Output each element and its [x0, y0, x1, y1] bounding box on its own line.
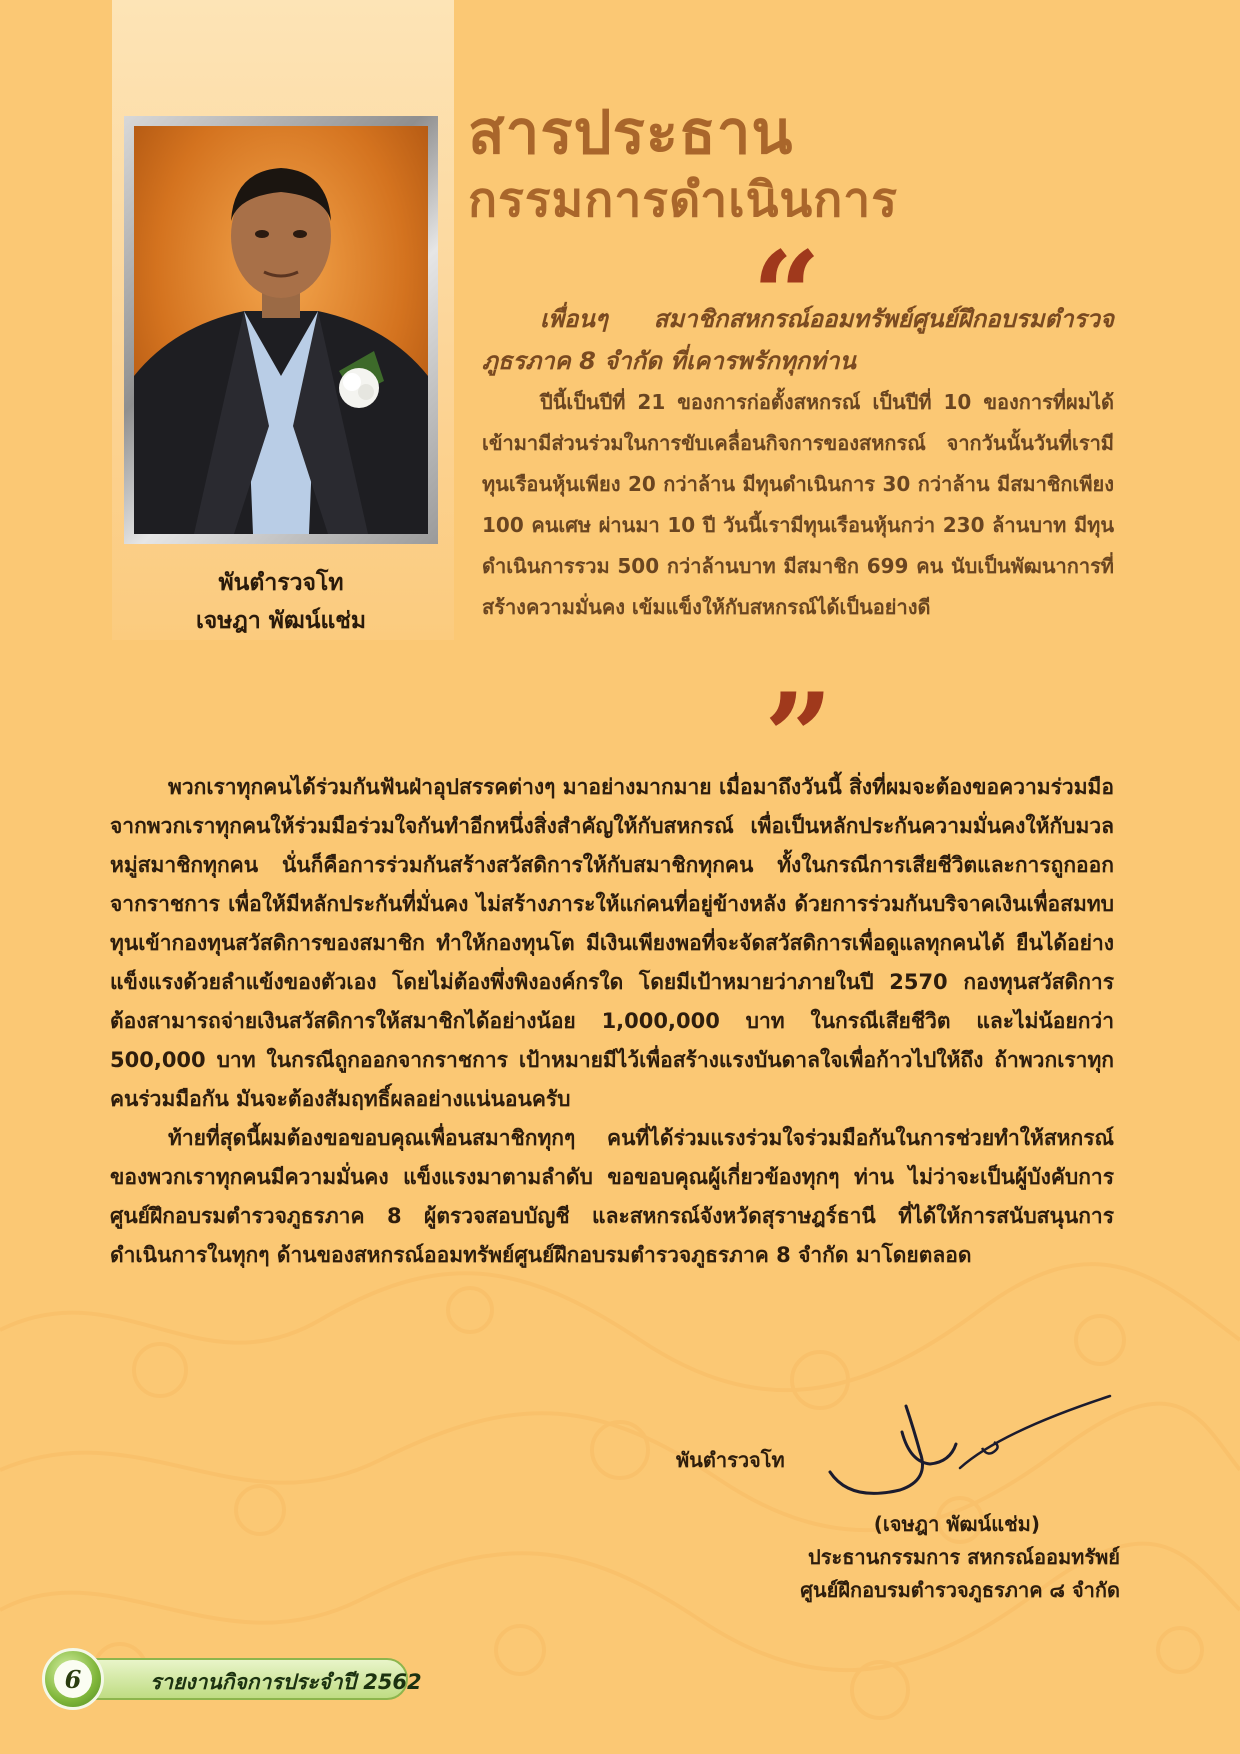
page-number: 6: [54, 1660, 92, 1698]
report-title: รายงานกิจการประจำปี 2562: [150, 1670, 422, 1694]
handwritten-signature: [810, 1392, 1120, 1512]
signature-position-1: ประธานกรรมการ สหกรณ์ออมทรัพย์: [808, 1545, 1120, 1569]
person-rank: พันตำรวจโท: [218, 570, 344, 596]
signature-name: (เจษฎา พัฒน์แช่ม): [873, 1512, 1040, 1536]
person-name: เจษฎา พัฒน์แช่ม: [195, 608, 367, 634]
message-paragraph-1: พวกเราทุกคนได้ร่วมกันฟันฝ่าอุปสรรคต่างๆ มาอย่างมากมาย เมื่อมาถึงวันนี้ สิ่งที่ผมจะต้องขอความร่วมมือจากพวกเราทุกคนให้ร่วมมือร่วมใจกันทำอีกหนึ่งสิ่งสำคัญให้กับสหกรณ์ เพื่อเป็นหลักประกันความมั่นคงให้กับมวลหมู่สมาชิกทุกคน นั่นก็คือการร่วมกันสร้างสวัสดิการให้กับสมาชิกทุกคน ทั้งในกรณีการเสียชีวิตและการถูกออกจากราชการ เพื่อให้มีหลักประกันที่มั่นคง ไม่สร้างภาระให้แก่คนที่อยู่ข้างหลัง ด้วยการร่วมกันบริจาคเงินเพื่อสมทบทุนเข้ากองทุนสวัสดิการของสมาชิก ทำให้กองทุนโต มีเงินเพียงพอที่จะจัดสวัสดิการเพื่อดูแลทุกคนได้ ยืนได้อย่างแข็งแรงด้วยลำแข้งของตัวเอง โดยไม่ต้องพึ่งพิงองค์กรใด โดยมีเป้าหมายว่าภายในปี 2570 กองทุนสวัสดิการต้องสามารถจ่ายเงินสวัสดิการให้สมาชิกได้อย่างน้อย 1,000,000 บาท ในกรณีเสียชีวิต และไม่น้อยกว่า 500,000 บาท ในกรณีถูกออกจากราชการ เป้าหมายมีไว้เพื่อสร้างแรงบันดาลใจเพื่อก้าวไปให้ถึง ถ้าพวกเราทุกคนร่วมมือกัน มันจะต้องสัมฤทธิ์ผลอย่างแน่นอนครับ: [110, 775, 1114, 1111]
signature-details: [800, 1508, 1120, 1607]
title-line-2: กรรมการดำเนินการ: [468, 172, 899, 228]
page-number-badge: [42, 1648, 104, 1710]
quote-body: ปีนี้เป็นปีที่ 21 ของการก่อตั้งสหกรณ์ เป็นปีที่ 10 ของการที่ผมได้เข้ามามีส่วนร่วมในการขับเคลื่อนกิจการของสหกรณ์ จากวันนั้นวันที่เรามีทุนเรือนหุ้นเพียง 20 กว่าล้าน มีทุนดำเนินการ 30 กว่าล้าน มีสมาชิกเพียง 100 คนเศษ ผ่านมา 10 ปี วันนี้เรามีทุนเรือนหุ้นกว่า 230 ล้านบาท มีทุนดำเนินการรวม 500 กว่าล้านบาท มีสมาชิก 699 คน นับเป็นพัฒนาการที่สร้างความมั่นคง เข้มแข็งให้กับสหกรณ์ได้เป็นอย่างดี: [482, 390, 1114, 619]
message-paragraph-2: ท้ายที่สุดนี้ผมต้องขอขอบคุณเพื่อนสมาชิกทุกๆ คนที่ได้ร่วมแรงร่วมใจร่วมมือกันในการช่วยทำให้สหกรณ์ของพวกเราทุกคนมีความมั่นคง แข็งแรงมาตามลำดับ ขอขอบคุณผู้เกี่ยวข้องทุกๆ ท่าน ไม่ว่าจะเป็นผู้บังคับการศูนย์ฝึกอบรมตำรวจภูธรภาค 8 ผู้ตรวจสอบบัญชี และสหกรณ์จังหวัดสุราษฎร์ธานี ที่ได้ให้การสนับสนุนการดำเนินการในทุกๆ ด้านของสหกรณ์ออมทรัพย์ศูนย์ฝึกอบรมตำรวจภูธรภาค 8 จำกัด มาโดยตลอด: [110, 1126, 1114, 1267]
portrait-caption: [124, 564, 438, 640]
quote-section: [482, 298, 1114, 628]
close-quote-icon: ”: [764, 667, 834, 808]
signature-rank: พันตำรวจโท: [676, 1448, 785, 1472]
quote-greeting: เพื่อนๆ สมาชิกสหกรณ์ออมทรัพย์ศูนย์ฝึกอบรมตำรวจภูธรภาค 8 จำกัด ที่เคารพรักทุกท่าน: [482, 305, 1114, 375]
main-message: [110, 768, 1114, 1275]
footer-banner: [72, 1658, 422, 1700]
portrait-photo: [124, 116, 438, 544]
open-quote-icon: “: [752, 225, 822, 366]
page-footer: [42, 1648, 422, 1710]
page-title: [468, 96, 1168, 230]
signature-position-2: ศูนย์ฝึกอบรมตำรวจภูธรภาค ๘ จำกัด: [800, 1578, 1120, 1602]
title-line-1: สารประธาน: [468, 98, 794, 168]
